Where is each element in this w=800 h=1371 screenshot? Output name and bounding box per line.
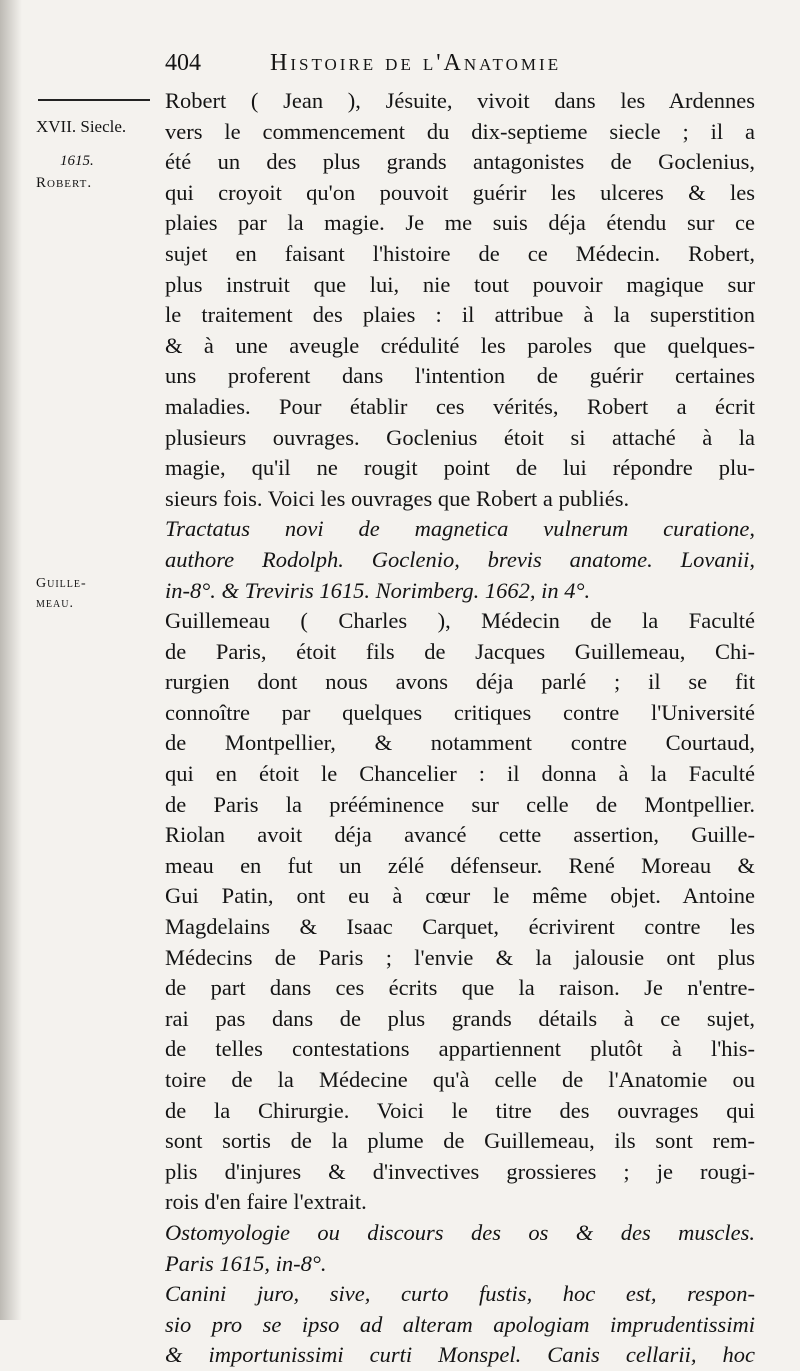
text-line: plus instruit que lui, nie tout pouvoir magique sur — [165, 271, 755, 297]
text-line-italic: authore Rodolph. Goclenio, brevis anatome. Lovanii, — [165, 546, 755, 572]
text-line: plaies par la magie. Je me suis déja étendu sur ce — [165, 210, 755, 236]
text-line: Guillemeau ( Charles ), Médecin de la Faculté — [165, 608, 755, 634]
text-line: le traitement des plaies : il attribue à la superstition — [165, 302, 755, 328]
text-line: plusieurs ouvrages. Goclenius étoit si attaché à la — [165, 424, 755, 450]
running-title: Histoire de l'Anatomie — [270, 50, 562, 76]
text-line: Gui Patin, ont eu à cœur le même objet. Antoine — [165, 883, 755, 909]
text-line-italic: & importunissimi curti Monspel. Canis cellarii, hoc — [165, 1342, 755, 1368]
text-line: magie, qu'il ne rougit point de lui répondre plu- — [165, 455, 755, 481]
text-line: été un des plus grands antagonistes de Goclenius, — [165, 149, 755, 175]
text-line-italic: Ostomyologie ou discours des os & des muscles. — [165, 1219, 755, 1245]
margin-note-guillemeau-line2: meau. — [36, 596, 74, 611]
margin-note-guillemeau — [36, 574, 87, 614]
text-line: vers le commencement du dix-septieme siecle ; il a — [165, 118, 755, 144]
text-line: sieurs fois. Voici les ouvrages que Robert a publiés. — [165, 485, 630, 511]
text-line: rai pas dans de plus grands détails à ce sujet, — [165, 1005, 755, 1031]
text-line: Médecins de Paris ; l'envie & la jalousie ont plus — [165, 944, 755, 970]
text-line: de part dans ces écrits que la raison. Je n'entre- — [165, 975, 755, 1001]
text-line: de Montpellier, & notamment contre Courtaud, — [165, 730, 755, 756]
text-line: de Paris, étoit fils de Jacques Guillemeau, Chi- — [165, 638, 755, 664]
text-line-italic: in-8°. & Treviris 1615. Norimberg. 1662, in 4°. — [165, 577, 591, 603]
text-line: plis d'injures & d'invectives grossieres ; je rougi- — [165, 1158, 755, 1184]
text-line: Magdelains & Isaac Carquet, écrivirent contre les — [165, 914, 755, 940]
text-line: qui en étoit le Chancelier : il donna à la Faculté — [165, 761, 755, 787]
text-line: toire de la Médecine qu'à celle de l'Anatomie ou — [165, 1067, 755, 1092]
text-line: de Paris la prééminence sur celle de Montpellier. — [165, 791, 755, 817]
text-line: qui croyoit qu'on pouvoit guérir les ulceres & les — [165, 179, 755, 205]
running-header — [165, 50, 765, 86]
margin-note-robert: Robert. — [36, 175, 93, 191]
text-line: rurgien dont nous avons déja parlé ; il se fit — [165, 669, 755, 695]
text-line: rois d'en faire l'extrait. — [165, 1189, 367, 1215]
margin-rule — [38, 99, 150, 101]
margin-note-year: 1615. — [60, 153, 94, 169]
text-line: Robert ( Jean ), Jésuite, vivoit dans les Ardennes — [165, 88, 755, 113]
text-line: de la Chirurgie. Voici le titre des ouvrages qui — [165, 1097, 755, 1123]
text-line-italic: Tractatus novi de magnetica vulnerum curatione, — [165, 516, 755, 542]
text-line: sont sortis de la plume de Guillemeau, ils sont rem- — [165, 1128, 755, 1154]
text-line: connoître par quelques critiques contre l'Université — [165, 699, 755, 725]
text-line: meau en fut un zélé défenseur. René Moreau & — [165, 852, 755, 878]
body-text — [165, 86, 755, 1371]
text-line: maladies. Pour établir ces vérités, Robert a écrit — [165, 393, 755, 419]
margin-note-guillemeau-line1: Guille- — [36, 576, 87, 591]
text-line: sujet en faisant l'histoire de ce Médecin. Robert, — [165, 240, 755, 266]
gutter-shadow — [0, 0, 22, 1320]
text-line: uns proferent dans l'intention de guérir certaines — [165, 363, 755, 389]
text-line: de telles contestations appartiennent plutôt à l'his- — [165, 1036, 755, 1062]
margin-note-century: XVII. Siecle. — [36, 117, 127, 136]
text-line-italic: Canini juro, sive, curto fustis, hoc est, respon- — [165, 1281, 755, 1307]
text-line-italic: Paris 1615, in-8°. — [165, 1250, 327, 1276]
text-line: Riolan avoit déja avancé cette assertion, Guille- — [165, 822, 755, 848]
page-number: 404 — [165, 50, 201, 76]
text-line-italic: sio pro se ipso ad alteram apologiam imprudentissimi — [165, 1311, 755, 1337]
text-line: & à une aveugle crédulité les paroles que quelques- — [165, 332, 755, 358]
